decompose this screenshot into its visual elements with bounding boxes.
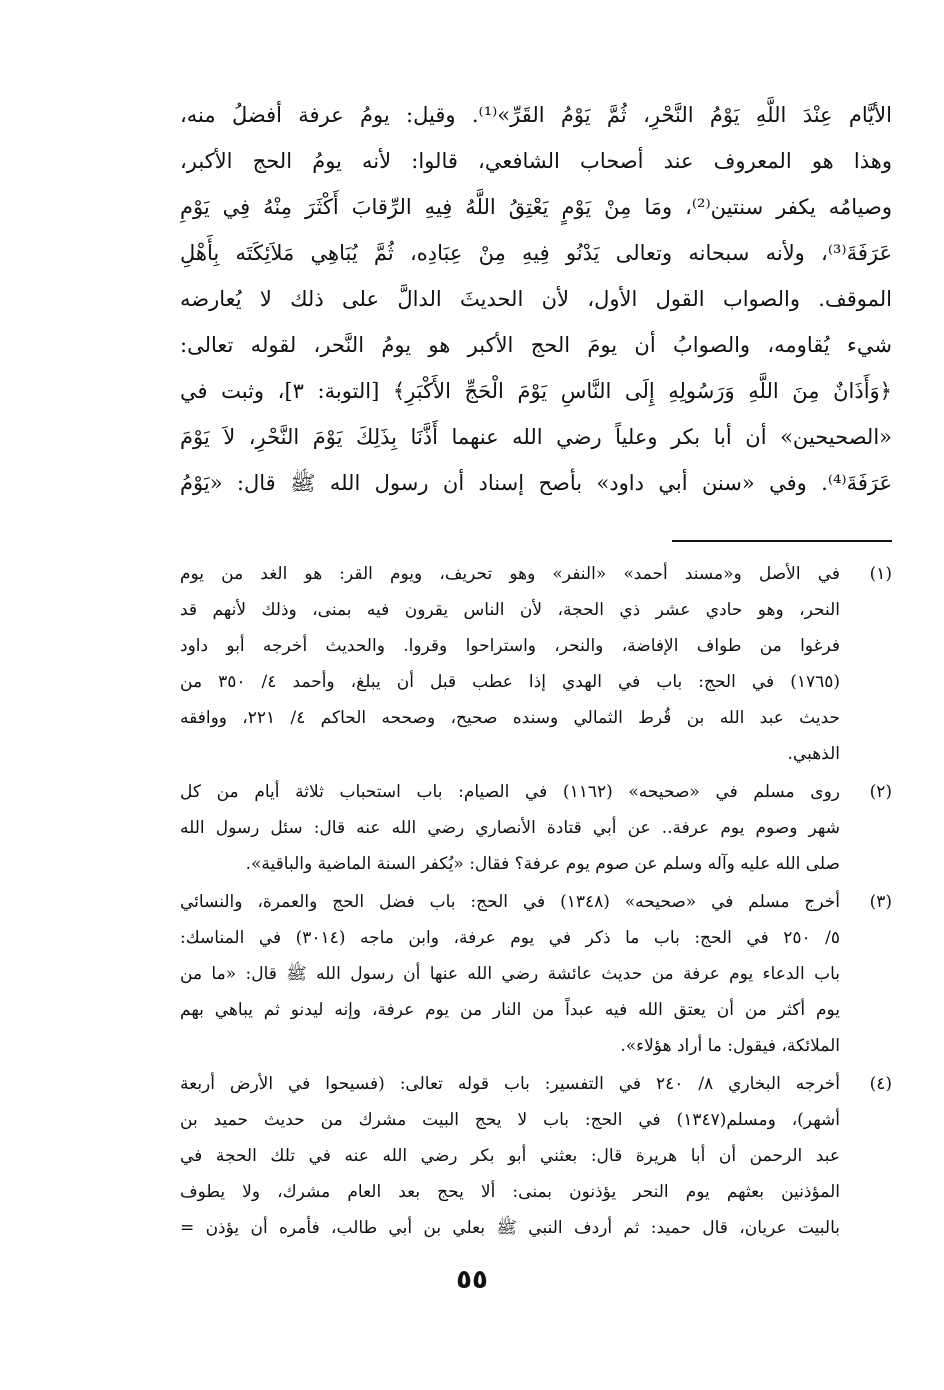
- footnote-body: [180, 556, 840, 772]
- footnote-line: صلى الله عليه وآله وسلم عن صوم يوم عرفة؟ فقال: «يُكفر السنة الماضية والباقية».: [245, 854, 840, 874]
- footnote-line: الملائكة، فيقول: ما أراد هؤلاء».: [620, 1036, 840, 1056]
- main-text-line: الأيَّام عِنْدَ اللَّهِ يَوْمُ النَّحْرِ، ثُمَّ يَوْمُ القَرِّ»⁽¹⁾. وقيل: يومُ عرفة أفضلُ منه،: [180, 103, 892, 127]
- main-text-line: شيء يُقاومه، والصوابُ أن يومَ الحج الأكبر هو يومُ النَّحر، لقوله تعالى:: [180, 333, 892, 357]
- footnote-3: [180, 884, 892, 1064]
- main-text-line: عَرَفَةَ⁽³⁾، ولأنه سبحانه وتعالى يَدْنُو فِيهِ مِنْ عِبَادِه، ثُمَّ يُبَاهِي مَلاَئِكَتَه بِأَهْلِ: [180, 241, 892, 265]
- footnote-line: المؤذنين بعثهم يوم النحر يؤذنون بمنى: ألا يحج بعد العام مشرك، ولا يطوف: [180, 1182, 840, 1202]
- footnote-line: الذهبي.: [787, 744, 840, 764]
- main-text-block: [180, 92, 892, 506]
- footnotes-block: [180, 556, 892, 1248]
- main-text-line: وهذا هو المعروف عند أصحاب الشافعي، قالوا: لأنه يومُ الحج الأكبر،: [180, 149, 892, 173]
- footnote-number: (٢): [869, 782, 892, 802]
- footnote-number: (٣): [869, 892, 892, 912]
- footnote-line: روى مسلم في «صحيحه» (١١٦٢) في الصيام: باب استحباب ثلاثة أيام من كل: [180, 782, 840, 802]
- main-text-line: ﴿وَأَذَانٌ مِنَ اللَّهِ وَرَسُولِهِ إِلَى النَّاسِ يَوْمَ الْحَجِّ الأَكْبَرِ﴾ [التوبة: ٣]، وثبت في: [180, 379, 892, 403]
- footnote-4: [180, 1066, 892, 1246]
- footnote-line: بالبيت عريان، قال حميد: ثم أردف النبي ﷺ بعلي بن أبي طالب، فأمره أن يؤذن =: [180, 1218, 840, 1238]
- page-number: ٥٥: [456, 1265, 488, 1295]
- footnote-line: ٥/ ٢٥٠ في الحج: باب ما ذكر في يوم عرفة، وابن ماجه (٣٠١٤) في المناسك:: [180, 928, 840, 948]
- footnote-body: [180, 774, 840, 882]
- footnote-2: [180, 774, 892, 882]
- main-text-line: الموقف. والصواب القول الأول، لأن الحديثَ الدالَّ على ذلك لا يُعارضه: [180, 287, 892, 311]
- footnote-line: في الأصل و«مسند أحمد» «النفر» وهو تحريف، ويوم القر: هو الغد من يوم: [180, 564, 840, 584]
- footnote-line: أخرجه البخاري ٨/ ٢٤٠ في التفسير: باب قوله تعالى: (فسيحوا في الأرض أربعة: [180, 1074, 840, 1094]
- footnote-body: [180, 884, 840, 1064]
- footnote-line: حديث عبد الله بن قُرط الثمالي وسنده صحيح، وصححه الحاكم ٤/ ٢٢١، ووافقه: [180, 708, 840, 728]
- footnote-line: أخرج مسلم في «صحيحه» (١٣٤٨) في الحج: باب فضل الحج والعمرة، والنسائي: [180, 892, 840, 912]
- footnote-body: [180, 1066, 840, 1246]
- footnote-line: فرغوا من طواف الإفاضة، والنحر، واستراحوا وقروا. والحديث أخرجه أبو داود: [180, 636, 840, 656]
- footnote-line: (١٧٦٥) في الحج: باب في الهدي إذا عطب قبل أن يبلغ، وأحمد ٤/ ٣٥٠ من: [180, 672, 840, 692]
- footnote-number: (٤): [869, 1074, 892, 1094]
- footnote-1: [180, 556, 892, 772]
- footnote-number: (١): [869, 564, 892, 584]
- main-text-line: «الصحيحين» أن أبا بكر وعلياً رضي الله عنهما أَذَّنَا بِذَلِكَ يَوْمَ النَّحْرِ، لاَ يَوْمَ: [180, 425, 892, 449]
- footnote-line: شهر وصوم يوم عرفة.. عن أبي قتادة الأنصاري رضي الله عنه قال: سئل رسول الله: [180, 818, 840, 838]
- footnote-line: أشهر)، ومسلم(١٣٤٧) في الحج: باب لا يحج البيت مشرك من حديث حميد بن: [180, 1110, 840, 1130]
- footnote-separator-rule: [672, 540, 892, 542]
- footnote-line: يوم أكثر من أن يعتق الله فيه عبداً من النار من يوم عرفة، وإنه ليدنو ثم يباهي بهم: [180, 1000, 840, 1020]
- main-text-line: وصيامُه يكفر سنتين⁽²⁾، ومَا مِنْ يَوْمٍ يَعْتِقُ اللَّهُ فِيهِ الرِّقابَ أَكْثَرَ مِنْهُ فِي يَوْمِ: [180, 195, 892, 219]
- footnote-line: عبد الرحمن أن أبا هريرة قال: بعثني أبو بكر رضي الله عنه في تلك الحجة في: [180, 1146, 840, 1166]
- main-text-line: عَرَفَةَ⁽⁴⁾. وفي «سنن أبي داود» بأصح إسناد أن رسول الله ﷺ قال: «يَوْمُ: [180, 471, 892, 495]
- footnote-line: باب الدعاء يوم عرفة من حديث عائشة رضي الله عنها أن رسول الله ﷺ قال: «ما من: [180, 964, 840, 984]
- footnote-line: النحر، وهو حادي عشر ذي الحجة، لأن الناس يقرون فيه بمنى، وذلك لأنهم قد: [180, 600, 840, 620]
